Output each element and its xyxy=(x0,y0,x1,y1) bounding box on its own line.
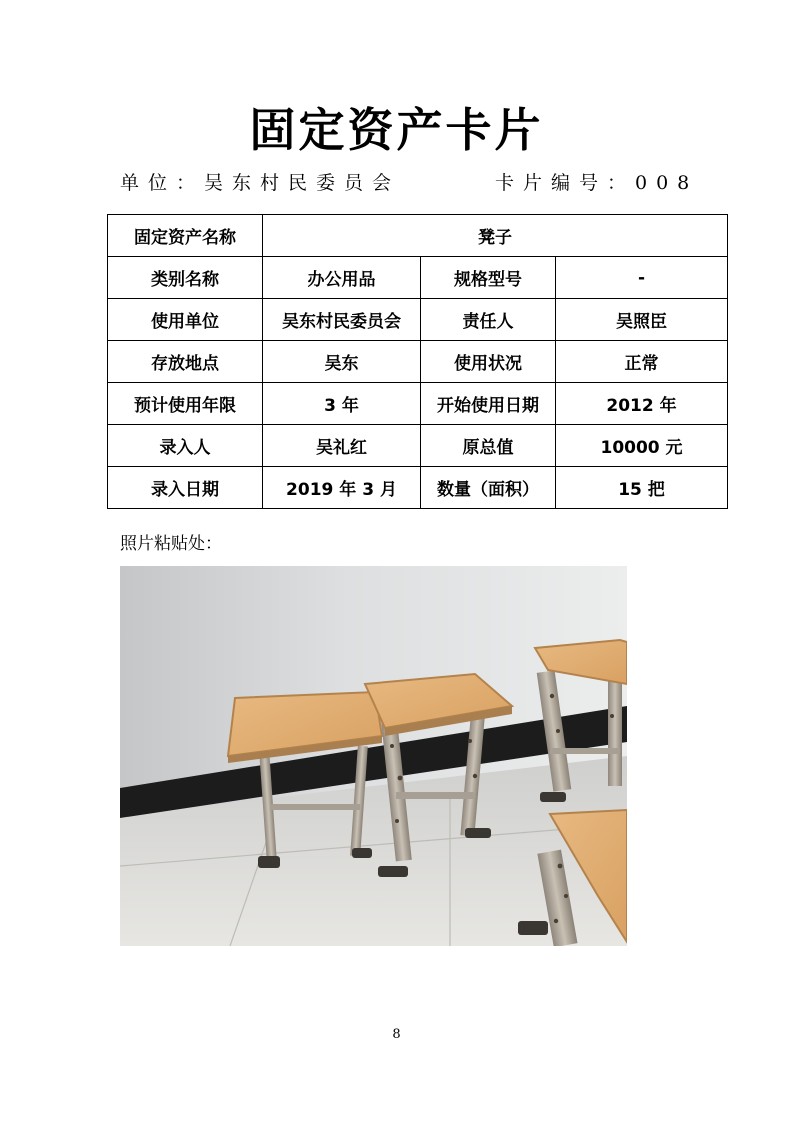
value-cell: 15 把 xyxy=(556,467,728,509)
value-cell: 3 年 xyxy=(263,383,421,425)
label-cell: 开始使用日期 xyxy=(421,383,556,425)
value-cell: 正常 xyxy=(556,341,728,383)
value-cell: 吴东村民委员会 xyxy=(263,299,421,341)
table-row xyxy=(108,299,728,341)
label-cell: 使用单位 xyxy=(108,299,263,341)
value-cell: 2012 年 xyxy=(556,383,728,425)
value-cell: 办公用品 xyxy=(263,257,421,299)
table-row xyxy=(108,383,728,425)
asset-name-label-cell: 固定资产名称 xyxy=(108,215,263,257)
table-row xyxy=(108,341,728,383)
unit-label: 单位：吴东村民委员会 xyxy=(120,172,401,194)
value-cell: 10000 元 xyxy=(556,425,728,467)
label-cell: 数量（面积） xyxy=(421,467,556,509)
label-cell: 预计使用年限 xyxy=(108,383,263,425)
page-number: 8 xyxy=(392,1027,401,1042)
label-cell: 录入人 xyxy=(108,425,263,467)
label-cell: 存放地点 xyxy=(108,341,263,383)
label-cell: 录入日期 xyxy=(108,467,263,509)
table-row xyxy=(108,215,728,257)
value-cell: 2019 年 3 月 xyxy=(263,467,421,509)
value-cell: - xyxy=(556,257,728,299)
table-row xyxy=(108,425,728,467)
label-cell: 责任人 xyxy=(421,299,556,341)
label-cell: 类别名称 xyxy=(108,257,263,299)
table-row xyxy=(108,257,728,299)
card-number-label: 卡片编号：008 xyxy=(495,172,699,194)
asset-card-table xyxy=(107,214,728,509)
value-cell: 吴照臣 xyxy=(556,299,728,341)
table-row xyxy=(108,467,728,509)
photo-label: 照片粘贴处： xyxy=(120,534,222,554)
label-cell: 原总值 xyxy=(421,425,556,467)
stools-photo xyxy=(120,566,627,946)
asset-name-cell: 凳子 xyxy=(263,215,728,257)
label-cell: 规格型号 xyxy=(421,257,556,299)
label-cell: 使用状况 xyxy=(421,341,556,383)
page-title: 固定资产卡片 xyxy=(249,103,544,157)
value-cell: 吴礼红 xyxy=(263,425,421,467)
value-cell: 吴东 xyxy=(263,341,421,383)
